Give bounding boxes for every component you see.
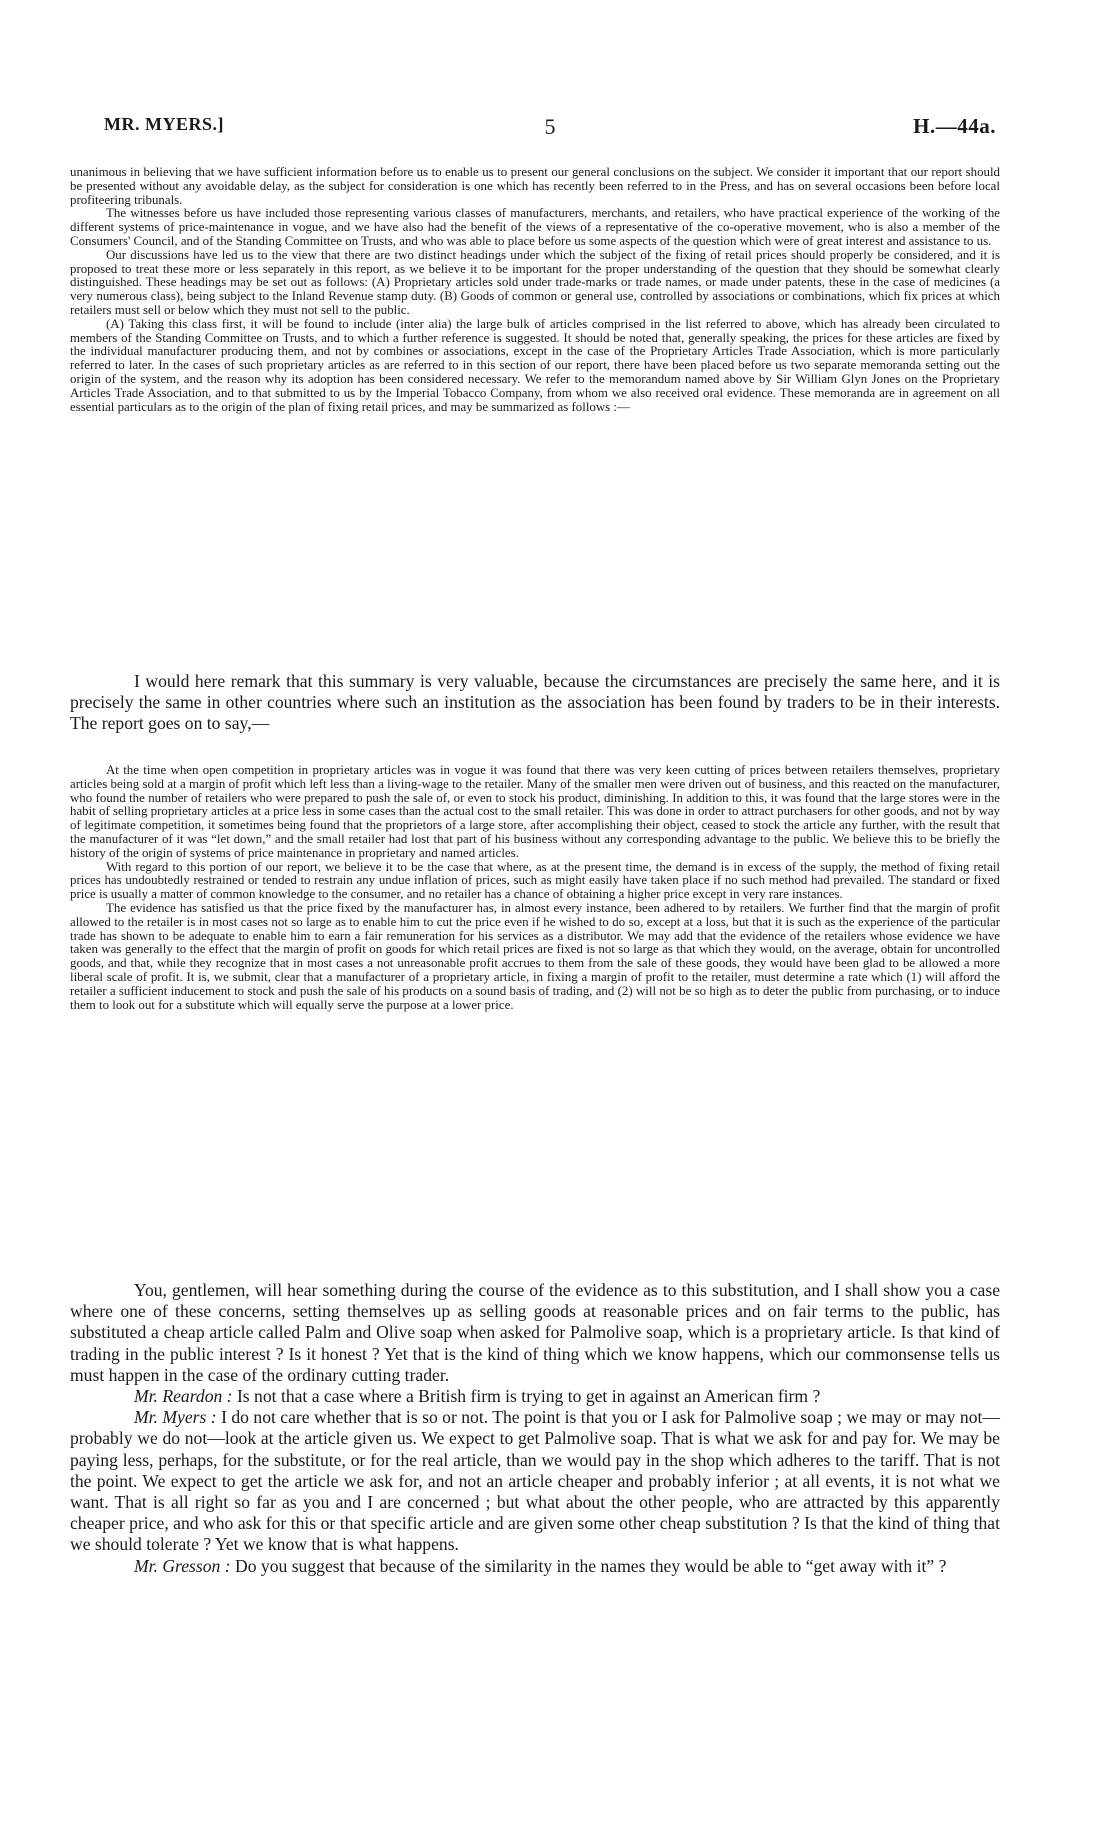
dialogue-paragraph: Mr. Myers : I do not care whether that is so or not. The point is that you or I ask for Palmolive soap ; we may or may not—probably we do not—look at the article given us. We expect to get Palmolive soap. That is what we ask for and pay for. We may be paying less, perhaps, for the substitute, or for the real article, than we would pay in the shop which adheres to the tariff. That is not the point. We expect to get the article we ask for, and not an article cheaper and probably inferior ; at all events, it is not what we want. That is all right so far as you and I are concerned ; but what about the other people, who are attracted by this apparently cheaper price, and who ask for this or that specific article and are given some other cheap substitution ? Is that the kind of thing that we should tolerate ? Yet we know that is what happens. [70, 1407, 1000, 1555]
speaker-name: Mr. Gresson : [134, 1555, 231, 1576]
report-paragraph: The evidence has satisfied us that the price fixed by the manufacturer has, in almost every instance, been adhered to by retailers. We further find that the margin of profit allowed to the retailer is in most cases not so large as to enable him to cut the price even if he wished to do so, except at a loss, but that it is such as the experience of the particular trade has shown to be adequate to enable him to earn a fair remuneration for his services as a distributor. We may add that the evidence of the retailers whose evidence we have taken was generally to the effect that the margin of profit on goods for which retail prices are fixed is not so large as that which they would, on the average, obtain for uncontrolled goods, and that, while they recognize that in most cases a not unreasonable profit accrues to them from the sale of these goods, they would have been glad to be allowed a more liberal scale of profit. It is, we submit, clear that a manufacturer of a proprietary article, in fixing a margin of profit to the retailer, must determine a rate which (1) will afford the retailer a sufficient inducement to stock and push the sale of his products on a sound basis of trading, and (2) will not be so high as to deter the public from purchasing, or to induce them to look out for a substitute which will equally serve the purpose at a lower price. [70, 900, 1000, 1012]
speech-paragraph: I would here remark that this summary is very valuable, because the circumstances are precisely the same here, and it is precisely the same in other countries where such an institution as the association has been found by traders to be in their interests. The report goes on to say,— [70, 671, 1000, 734]
header-speaker: MR. MYERS.] [104, 114, 224, 134]
speech-part1 [70, 671, 1000, 735]
quoted-report-part2 [70, 764, 1000, 1012]
speaker-name: Mr. Reardon : [134, 1386, 233, 1407]
dialogue-paragraph: Mr. Reardon : Is not that a case where a British firm is trying to get in against an American firm ? [134, 1386, 821, 1407]
dialogue-paragraph: Mr. Gresson : Do you suggest that because of the similarity in the names they would be able to “get away with it” ? [134, 1555, 947, 1576]
speaker-name: Mr. Myers : [134, 1407, 217, 1428]
report-paragraph: With regard to this portion of our report, we believe it to be the case that where, as at the present time, the demand is in excess of the supply, the method of fixing retail prices has undoubtedly restrained or tended to restrain any undue inflation of prices, such as might easily have taken place if no such method had prevailed. The standard or fixed price is usually a matter of common knowledge to the consumer, and no retailer has a chance of obtaining a higher price except in very rare instances. [70, 859, 1000, 902]
report-paragraph: The witnesses before us have included those representing various classes of manufacturers, merchants, and retailers, who have practical experience of the working of the different systems of price-maintenance in vogue, and we have also had the benefit of the views of a representative of the co-operative movement, who is also a member of the Consumers' Council, and of the Standing Committee on Trusts, and who was able to place before us some aspects of the question which were of great interest and assistance to us. [70, 206, 1000, 248]
document-reference: H.—44a. [913, 114, 996, 138]
report-paragraph: At the time when open competition in proprietary articles was in vogue it was found that there was very keen cutting of prices between retailers themselves, proprietary articles being sold at a margin of profit which left less than a living-wage to the retailer. Many of the smaller men were driven out of business, and this reacted on the manufacturer, who found the number of retailers who were prepared to push the sale of, or even to stock his product, diminishing. In addition to this, it was found that the large stores were in the habit of selling proprietary articles at a price less in some cases than the actual cost to the small retailer. This was done in order to attract purchasers for other goods, and not by way of legitimate competition, it sometimes being found that the proprietors of a large store, after accomplishing their object, ceased to stock the article any further, with the result that the manufacturer of it was “let down,” and the small retailer had lost that part of his business without any corresponding advantage to the public. We believe this to be briefly the history of the origin of systems of price maintenance in proprietary and named articles. [70, 763, 1000, 860]
quoted-report-part1 [70, 166, 1000, 414]
speech-paragraph: You, gentlemen, will hear something during the course of the evidence as to this substitution, and I shall show you a case where one of these concerns, setting themselves up as selling goods at reasonable prices and on fair terms to the public, has substituted a cheap article called Palm and Olive soap when asked for Palmolive soap, which is a proprietary article. Is that kind of trading in the public interest ? Is it honest ? Yet that is the kind of thing which we know happens, which our commonsense tells us must happen in the case of the ordinary cutting trader. [70, 1280, 1000, 1385]
page-number: 5 [544, 114, 556, 139]
report-paragraph: Our discussions have led us to the view that there are two distinct headings under which the subject of the fixing of retail prices should properly be considered, and it is proposed to treat these more or less separately in this report, as we believe it to be important for the proper understanding of the question that they should be somewhat clearly distinguished. These headings may be set out as follows: (A) Proprietary articles sold under trade-marks or trade names, or made under patents, these in the case of medicines (a very numerous class), being subject to the Inland Revenue stamp duty. (B) Goods of common or general use, controlled by associations or combinations, which fix prices at which retailers must sell or below which they must not sell to the public. [70, 247, 1000, 317]
page-header [104, 114, 996, 142]
report-paragraph: (A) Taking this class first, it will be found to include (inter alia) the large bulk of articles comprised in the list referred to above, which has already been circulated to members of the Standing Committee on Trusts, and to which a further reference is suggested. It should be noted that, generally speaking, the prices for these articles are fixed by the individual manufacturer producing them, and not by combines or associations, except in the case of the Proprietary Articles Trade Association, which is more particularly referred to later. In the cases of such proprietary articles as are referred to in this section of our report, there have been placed before us two separate memoranda setting out the origin of the system, and the reason why its adoption has been considered necessary. We refer to the memorandum named above by Sir William Glyn Jones on the Proprietary Articles Trade Association, and to that submitted to us by the Imperial Tobacco Company, from whom we also received oral evidence. These memoranda are in agreement on all essential particulars as to the origin of the plan of fixing retail prices, and may be summarized as follows :— [70, 316, 1000, 414]
speech-part2 [70, 1280, 1000, 1577]
report-paragraph: unanimous in believing that we have sufficient information before us to enable us to present our general conclusions on the subject. We consider it important that our report should be presented without any avoidable delay, as the subject for consideration is one which has recently been referred to in the Press, and has on several occasions been before local profiteering tribunals. [70, 165, 1000, 207]
